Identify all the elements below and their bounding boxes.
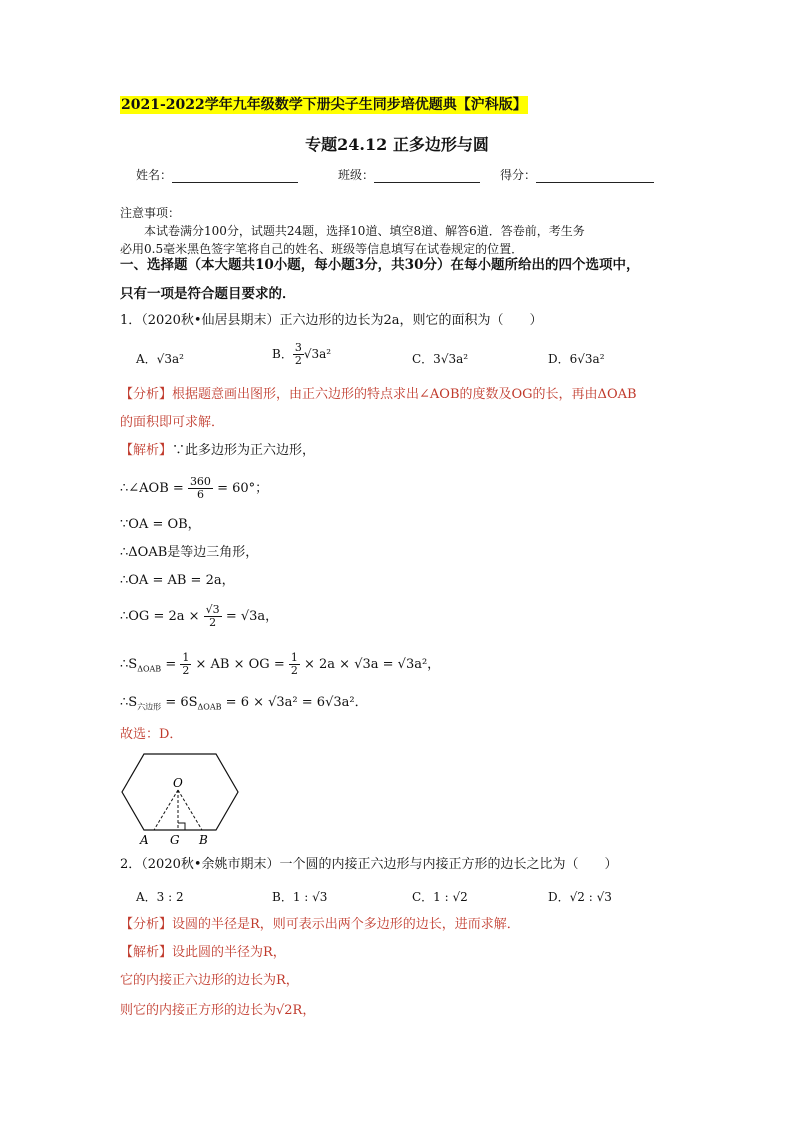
q1-stem: 1．（2020秋•仙居县期末）正六边形的边长为2a，则它的面积为（ ） xyxy=(120,313,543,328)
q2-analysis-tag: 【分析】 xyxy=(120,917,173,932)
hexagon-outline xyxy=(122,754,238,830)
hexagon-figure xyxy=(118,750,242,846)
q1-step-7-s: ∴S xyxy=(120,695,138,710)
q1-step-5-lhs: ∴OG = 2a × xyxy=(120,609,200,624)
label-o: O xyxy=(173,776,183,790)
score-label: 得分： xyxy=(500,168,537,182)
q1-step-6-sub: ΔOAB xyxy=(137,664,162,674)
q1-option-b-num: 3 xyxy=(294,341,302,354)
notice-line-1: 本试卷满分100分，试题共24题，选择10道、填空8道、解答6道．答卷前，考生务 xyxy=(144,224,585,238)
q1-step-3: ∴ΔOAB是等边三角形， xyxy=(120,545,259,560)
q1-step-6-eq: = xyxy=(165,657,177,672)
q1-solution-line-1 xyxy=(120,442,315,460)
q1-step-5-num: √3 xyxy=(205,603,220,616)
q1-option-d[interactable]: D．6√3a² xyxy=(548,352,605,366)
q2-solution-text: 设此圆的半径为R， xyxy=(172,945,286,960)
segment-ob xyxy=(178,790,202,830)
q1-analysis-text: 根据题意画出图形，由正六边形的特点求出∠AOB的度数及OG的长，再由ΔOAB xyxy=(172,387,637,402)
notice-line-2: 必用0.5毫米黑色签字笔将自己的姓名、班级等信息填写在试卷规定的位置． xyxy=(120,242,524,256)
q1-step-7-sub-1: 六边形 xyxy=(137,702,162,712)
q1-step-6-fraction-2 xyxy=(289,652,300,677)
q1-step-6 xyxy=(120,652,440,679)
q2-analysis-text: 设圆的半径是R，则可表示出两个多边形的边长，进而求解． xyxy=(172,917,520,932)
q1-step-5-rhs: = √3a， xyxy=(225,609,279,624)
q1-step-6-den-2: 2 xyxy=(290,664,298,677)
class-field xyxy=(338,166,480,183)
topic-title: 专题24.12 正多边形与圆 xyxy=(305,135,489,154)
q1-step-1 xyxy=(120,476,268,501)
q2-analysis xyxy=(120,916,520,934)
q1-options xyxy=(0,341,794,370)
q2-solution-line-1 xyxy=(120,944,286,962)
q1-step-6-den-1: 2 xyxy=(182,664,190,677)
q1-option-b-value: √3a² xyxy=(303,347,332,361)
q1-step-5-fraction xyxy=(204,604,222,629)
q1-step-7 xyxy=(120,694,368,717)
q1-step-6-s: ∴S xyxy=(120,657,138,672)
class-blank[interactable] xyxy=(374,170,480,183)
name-field xyxy=(136,166,298,183)
q1-option-b-den: 2 xyxy=(294,354,302,367)
q2-option-d[interactable]: D．√2 : √3 xyxy=(548,890,612,904)
segment-oa xyxy=(154,790,178,830)
label-g: G xyxy=(170,833,180,846)
section-heading-line-1: 一、选择题（本大题共10小题，每小题3分，共30分）在每小题所给出的四个选项中， xyxy=(120,257,640,273)
q2-solution-line-3: 则它的内接正方形的边长为√2R， xyxy=(120,1003,316,1018)
right-angle-mark xyxy=(178,823,185,830)
q1-option-b-label: B． xyxy=(272,347,293,361)
q1-step-4: ∴OA = AB = 2a， xyxy=(120,573,235,588)
q2-solution-line-2: 它的内接正六边形的边长为R， xyxy=(120,973,299,988)
series-title xyxy=(120,96,528,114)
q1-step-1-lhs: ∴∠AOB = xyxy=(120,481,184,496)
q1-step-6-mid: × AB × OG = xyxy=(195,657,285,672)
q1-step-1-rhs: = 60°； xyxy=(217,481,269,496)
q1-solution-tag: 【解析】 xyxy=(120,443,173,458)
name-label: 姓名： xyxy=(136,168,173,182)
q1-step-1-den: 6 xyxy=(196,488,204,501)
q2-option-c[interactable]: C．1 : √2 xyxy=(412,890,468,904)
name-blank[interactable] xyxy=(172,170,298,183)
q1-step-5 xyxy=(120,604,278,629)
series-year: 2021-2022 xyxy=(121,97,205,113)
notice-heading: 注意事项： xyxy=(120,206,181,220)
q1-step-6-num-2: 1 xyxy=(290,651,298,664)
q1-step-1-fraction xyxy=(188,476,213,501)
q1-analysis-line-1 xyxy=(120,386,637,404)
q2-stem: 2．（2020秋•余姚市期末）一个圆的内接正六边形与内接正方形的边长之比为（ ） xyxy=(120,857,618,872)
q1-step-1-num: 360 xyxy=(189,475,211,488)
section-heading-line-2: 只有一项是符合题目要求的． xyxy=(120,286,296,302)
score-blank[interactable] xyxy=(536,170,654,183)
q1-option-b[interactable] xyxy=(272,342,331,367)
q2-solution-tag: 【解析】 xyxy=(120,945,173,960)
q1-step-7-rhs: = 6 × √3a² = 6√3a²． xyxy=(225,695,368,710)
q1-step-2: ∵OA = OB， xyxy=(120,517,201,532)
q1-step-5-den: 2 xyxy=(209,616,217,629)
label-a: A xyxy=(140,833,149,846)
q1-step-7-sub-2: ΔOAB xyxy=(197,702,222,712)
q1-step-6-fraction-1 xyxy=(180,652,191,677)
q1-option-c[interactable]: C．3√3a² xyxy=(412,352,469,366)
q1-step-6-rhs: × 2a × √3a = √3a²， xyxy=(304,657,441,672)
q1-analysis-tag: 【分析】 xyxy=(120,387,173,402)
q1-analysis-line-2: 的面积即可求解． xyxy=(120,415,225,430)
class-label: 班级： xyxy=(338,168,375,182)
q1-step-7-mid: = 6S xyxy=(165,695,198,710)
score-field xyxy=(500,166,654,183)
q2-option-a[interactable]: A．3 : 2 xyxy=(136,890,184,904)
q1-step-6-num-1: 1 xyxy=(182,651,190,664)
q1-option-b-fraction xyxy=(293,342,304,367)
q2-options xyxy=(0,888,794,908)
q2-option-b[interactable]: B．1 : √3 xyxy=(272,890,328,904)
q1-answer: 故选：D． xyxy=(120,727,183,742)
label-b: B xyxy=(199,833,208,846)
series-name: 学年九年级数学下册尖子生同步培优题典【沪科版】 xyxy=(204,97,527,113)
q1-solution-text: ∵此多边形为正六边形， xyxy=(172,443,316,458)
q1-option-a[interactable]: A．√3a² xyxy=(136,352,184,366)
